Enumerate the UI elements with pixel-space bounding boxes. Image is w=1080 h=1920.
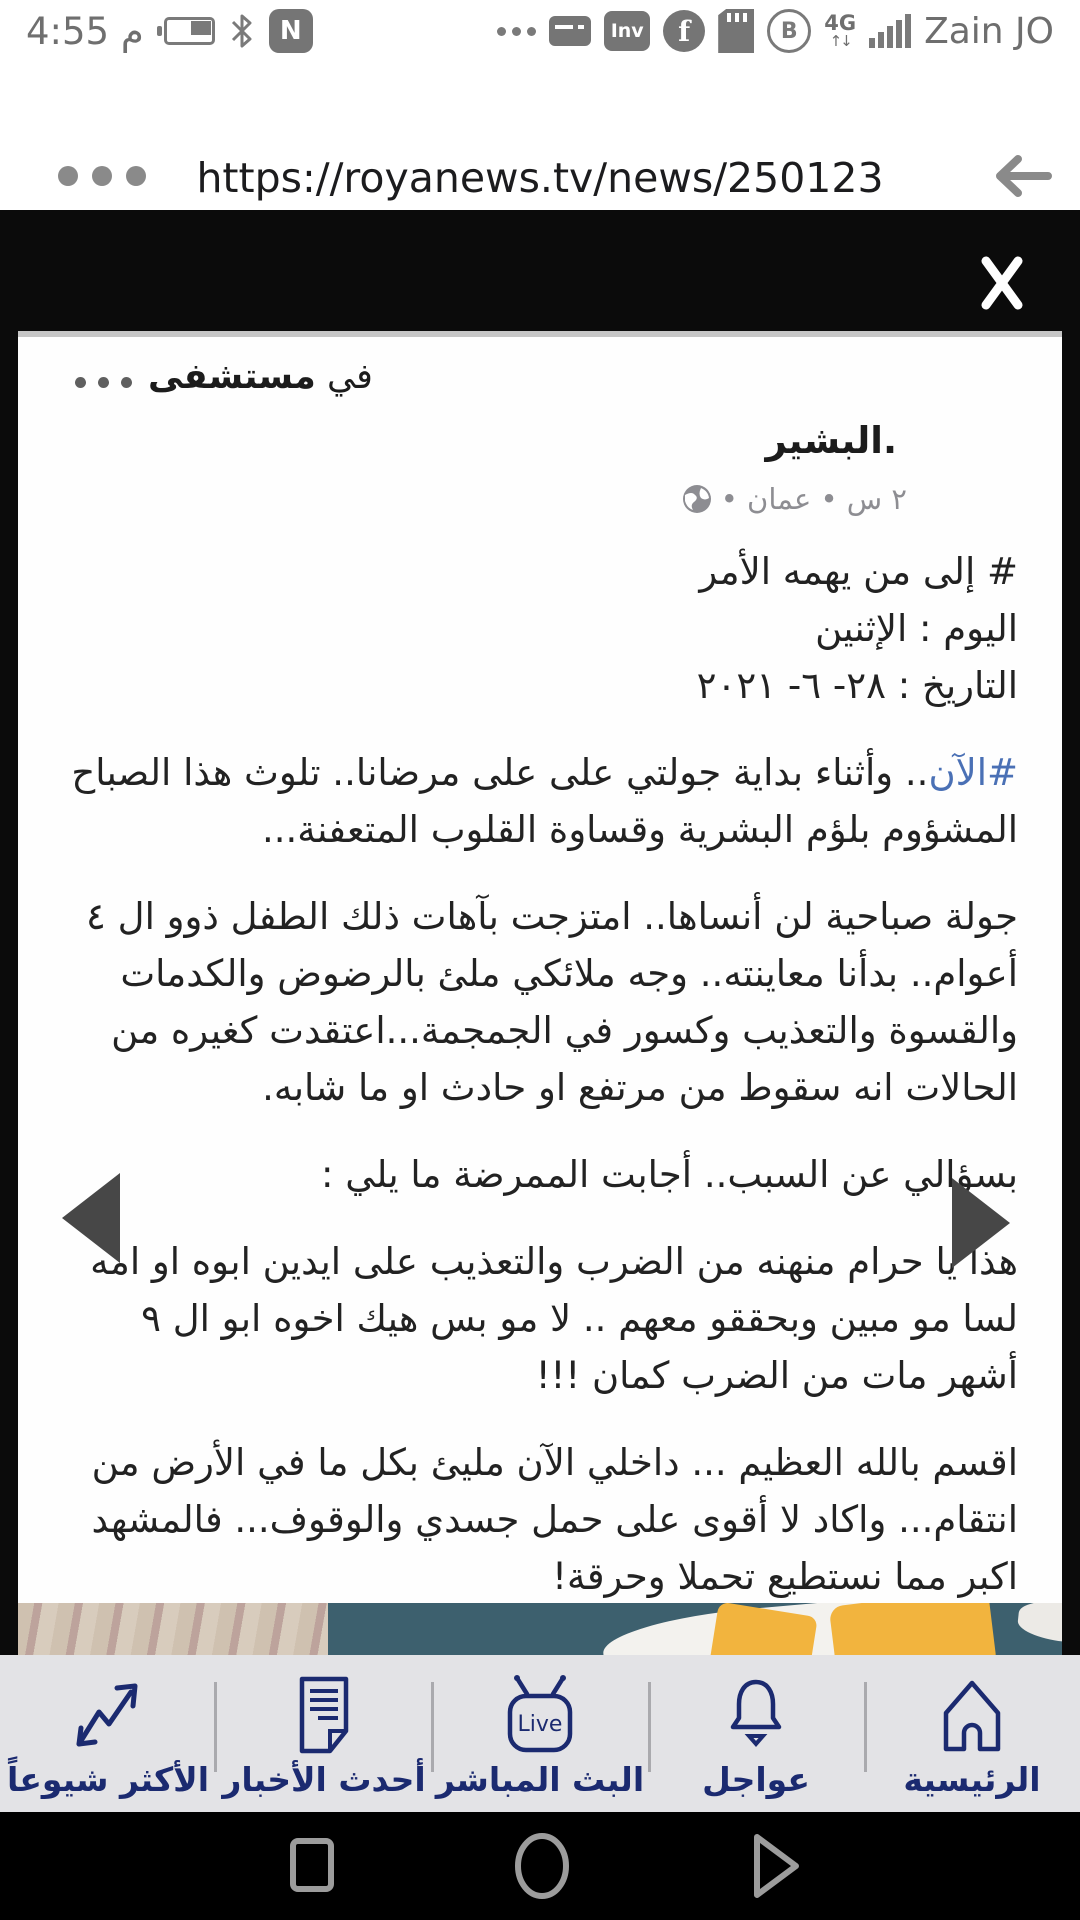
status-bar [0, 0, 1080, 62]
site-bottom-nav [0, 1655, 1080, 1812]
home-button[interactable] [514, 1832, 570, 1900]
privacy-globe-icon [681, 483, 713, 515]
address-bar [0, 62, 1080, 210]
nav-item-trending[interactable] [0, 1655, 216, 1812]
image-viewer-overlay [0, 210, 1080, 1655]
photo-curtain-region [18, 1603, 328, 1655]
back-button[interactable] [752, 1832, 802, 1900]
nav-label: عواجل [702, 1760, 810, 1799]
post-line: أشهر مات من الضرب كمان !!! [535, 1354, 1018, 1397]
status-left [26, 9, 313, 53]
checkin-place[interactable]: مستشفى [148, 357, 316, 397]
url-field[interactable]: https://royanews.tv/news/250123 [196, 154, 884, 202]
post-body-text [58, 543, 1018, 1635]
news-document-icon [294, 1669, 354, 1761]
post-line: اقسم بالله العظيم ... داخلي الآن مليئ بكل ما في الأرض من [91, 1441, 1018, 1484]
nav-item-home[interactable] [864, 1655, 1080, 1812]
post-line: جولة صباحية لن أنساها.. امتزجت بآهات ذلك الطفل ذوو ال ٤ [86, 895, 1018, 938]
post-line: والقسوة والتعذيب وكسور في الجمجمة...اعتقدت كغيره من [111, 1009, 1018, 1052]
post-line [58, 744, 1018, 801]
nav-divider [648, 1682, 651, 1772]
paragraph [58, 543, 1018, 714]
nav-item-latest-news[interactable] [216, 1655, 432, 1812]
post-line: اليوم : الإثنين [815, 607, 1018, 650]
back-arrow-icon[interactable] [992, 154, 1052, 198]
photo-fabric-region [1016, 1603, 1062, 1649]
post-checkin-line [148, 357, 373, 397]
message-icon [549, 16, 591, 46]
nfc-icon: N [269, 9, 313, 53]
post-line: # إلى من يهمه الأمر [699, 550, 1018, 593]
post-line: انتقام... واكاد لا أقوى على حمل جسدي والوقوف... فالمشهد [91, 1498, 1018, 1541]
paragraph [58, 888, 1018, 1116]
sdcard-icon [718, 9, 754, 53]
post-photo[interactable] [18, 1603, 1062, 1655]
recents-button[interactable] [290, 1838, 334, 1892]
carousel-next-icon[interactable] [952, 1178, 1010, 1268]
paragraph [58, 1434, 1018, 1605]
post-line: هذا يا حرام منهنه من الضرب والتعذيب على ايدين ابوه او امه [90, 1240, 1018, 1283]
post-line: الحالات انه سقوط من مرتفع او حادث او ما شابه. [262, 1066, 1018, 1109]
paragraph [58, 1233, 1018, 1404]
bell-icon [724, 1669, 788, 1761]
nav-label: أحدث الأخبار [222, 1760, 426, 1799]
post-timestamp-location: ٢ س • عمان • [720, 482, 907, 516]
inv-app-icon: Inv [604, 11, 650, 51]
photo-censor-blob [829, 1603, 998, 1655]
signal-strength-icon [869, 14, 911, 48]
network-type-icon: 4G ↑↓ [824, 11, 857, 50]
close-icon[interactable] [979, 256, 1025, 310]
status-right [497, 9, 1054, 53]
nav-divider [431, 1682, 434, 1772]
carousel-prev-icon[interactable] [62, 1173, 120, 1263]
post-options-icon[interactable] [75, 377, 132, 388]
post-line: المشؤوم بلؤم البشرية وقساوة القلوب المتعفنة... [261, 808, 1018, 851]
carrier-label: Zain JO [924, 10, 1054, 52]
paragraph [58, 744, 1018, 858]
nav-divider [214, 1682, 217, 1772]
home-icon [936, 1669, 1008, 1761]
battery-icon [157, 17, 215, 45]
post-meta [681, 482, 907, 516]
android-nav-bar [0, 1812, 1080, 1920]
live-badge: Live [517, 1712, 563, 1737]
page-name[interactable]: البشير. [765, 419, 897, 462]
post-line-text: .. وأثناء بداية جولتي على على مرضانا.. تلوث هذا الصباح [71, 751, 929, 794]
checkin-prefix: في [326, 357, 373, 397]
nav-divider [864, 1682, 867, 1772]
nav-item-live[interactable] [432, 1655, 648, 1812]
facebook-icon: f [663, 10, 705, 52]
nav-item-breaking[interactable] [648, 1655, 864, 1812]
bbm-icon: B [767, 9, 811, 53]
post-line: أعوام.. بدأنا معاينته.. وجه ملائكي ملئ بالرضوض والكدمات [120, 952, 1018, 995]
trending-arrow-icon [69, 1669, 147, 1761]
hashtag-link[interactable]: #الآن [928, 751, 1018, 794]
nav-label: البث المباشر [435, 1760, 645, 1799]
post-line: بسؤالي عن السبب.. أجابت الممرضة ما يلي : [321, 1153, 1018, 1196]
facebook-post-card [18, 331, 1062, 1655]
more-notifications-icon [497, 27, 536, 36]
paragraph [58, 1146, 1018, 1203]
clock: م 4:55 [26, 9, 144, 53]
live-tv-icon [497, 1669, 583, 1761]
post-line: لسا مو مبين وبحققو معهم .. لا مو بس هيك اخوه ابو ال ٩ [141, 1297, 1018, 1340]
post-line: التاريخ : ٢٨- ٦- ٢٠٢١ [696, 664, 1018, 707]
nav-label: الرئيسية [903, 1760, 1041, 1799]
post-line: اكبر مما نستطيع تحملا وحرقة! [552, 1555, 1018, 1598]
bluetooth-icon [228, 13, 256, 49]
nav-label: الأكثر شيوعاً [6, 1760, 210, 1799]
